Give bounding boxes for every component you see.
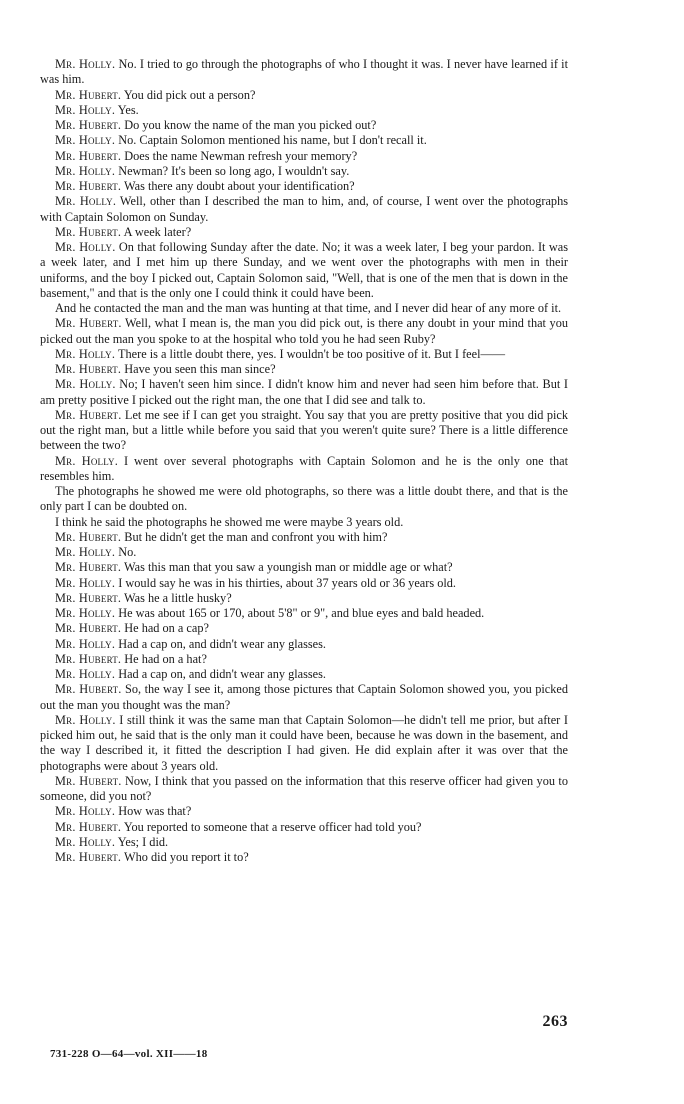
- transcript-paragraph: [40, 560, 568, 575]
- transcript-paragraph: [40, 682, 568, 713]
- page-number: 263: [542, 1013, 568, 1030]
- transcript-paragraph: [40, 362, 568, 377]
- speaker-name: Mr. Hubert.: [55, 850, 122, 864]
- transcript-paragraph: [40, 530, 568, 545]
- testimony-text: And he contacted the man and the man was hunting at that time, and I never did hear of any more of it.: [55, 301, 562, 315]
- testimony-text: Yes.: [115, 102, 139, 117]
- speaker-name: Mr. Hubert.: [55, 621, 122, 636]
- testimony-text: Had a cap on, and didn't wear any glasses.: [115, 636, 326, 651]
- speaker-name: Mr. Holly.: [55, 133, 116, 148]
- speaker-name: Mr. Hubert.: [55, 407, 122, 422]
- transcript-paragraph: [40, 164, 568, 179]
- testimony-text: He had on a cap?: [121, 621, 209, 636]
- testimony-text: No.: [115, 545, 137, 559]
- testimony-text: Who did you report it to?: [121, 850, 249, 864]
- transcript-paragraph: [40, 57, 568, 88]
- speaker-name: Mr. Hubert.: [55, 529, 122, 544]
- testimony-text: Do you know the name of the man you picked out?: [121, 118, 377, 132]
- testimony-text: Was this man that you saw a youngish man or middle age or what?: [121, 560, 453, 575]
- transcript-paragraph: [40, 179, 568, 194]
- transcript-paragraph: [40, 591, 568, 606]
- testimony-text: Now, I think that you passed on the information that this reserve officer had given you to someone, did you not?: [40, 773, 569, 803]
- transcript-paragraph: [40, 850, 568, 865]
- testimony-transcript: [40, 57, 568, 865]
- testimony-text: I think he said the photographs he showed me were maybe 3 years old.: [55, 514, 404, 529]
- speaker-name: Mr. Hubert.: [55, 362, 122, 376]
- speaker-name: Mr. Holly.: [55, 575, 116, 590]
- transcript-paragraph: [40, 194, 568, 225]
- speaker-name: Mr. Hubert.: [55, 819, 122, 834]
- transcript-paragraph: [40, 225, 568, 240]
- speaker-name: Mr. Hubert.: [55, 560, 122, 575]
- transcript-paragraph: [40, 133, 568, 148]
- speaker-name: Mr. Hubert.: [55, 682, 122, 697]
- transcript-paragraph: [40, 545, 568, 560]
- transcript-paragraph: [40, 103, 568, 118]
- speaker-name: Mr. Holly.: [55, 240, 116, 254]
- testimony-text: He had on a hat?: [121, 651, 207, 666]
- testimony-text: There is a little doubt there, yes. I wouldn't be too positive of it. But I feel——: [115, 346, 506, 361]
- speaker-name: Mr. Hubert.: [55, 651, 122, 666]
- speaker-name: Mr. Holly.: [55, 102, 116, 117]
- testimony-text: I went over several photographs with Captain Solomon and he is the only one that resembles him.: [40, 453, 568, 483]
- transcript-paragraph: [40, 774, 568, 805]
- testimony-text: But he didn't get the man and confront you with him?: [121, 529, 388, 544]
- speaker-name: Mr. Holly.: [55, 712, 116, 727]
- transcript-paragraph: [40, 408, 568, 454]
- transcript-paragraph: [40, 454, 568, 485]
- transcript-paragraph: [40, 820, 568, 835]
- transcript-paragraph: [40, 149, 568, 164]
- transcript-paragraph: [40, 652, 568, 667]
- testimony-text: No; I haven't seen him since. I didn't know him and never had seen him before that. But I am pretty positive I picked out the right man, the one that I did see and talk to.: [40, 377, 568, 407]
- testimony-text: On that following Sunday after the date. No; it was a week later, I beg your pardon. It was a week later, and I met him up there Sunday, and we went over the photographs with men in their uniforms, and the boy I picked out, Captain Solomon said, "Well, that is one of the men that is down in the basement," and that is the only one I could think it could have been.: [40, 240, 568, 300]
- transcript-paragraph: [40, 377, 568, 408]
- testimony-text: I would say he was in his thirties, about 37 years old or 36 years old.: [115, 575, 456, 590]
- speaker-name: Mr. Hubert.: [55, 773, 122, 788]
- transcript-paragraph: [40, 621, 568, 636]
- testimony-text: No. Captain Solomon mentioned his name, but I don't recall it.: [115, 133, 427, 148]
- transcript-paragraph: [40, 835, 568, 850]
- speaker-name: Mr. Holly.: [55, 346, 116, 361]
- transcript-paragraph: [40, 118, 568, 133]
- speaker-name: Mr. Holly.: [55, 163, 116, 178]
- speaker-name: Mr. Holly.: [55, 377, 116, 392]
- transcript-paragraph: [40, 347, 568, 362]
- testimony-text: So, the way I see it, among those pictures that Captain Solomon showed you, you picked out the man you thought was the man?: [40, 682, 568, 712]
- transcript-paragraph: [40, 804, 568, 819]
- testimony-text: Had a cap on, and didn't wear any glasses.: [115, 667, 326, 681]
- testimony-text: He was about 165 or 170, about 5'8" or 9", and blue eyes and bald headed.: [115, 606, 485, 620]
- transcript-paragraph: [40, 515, 568, 530]
- transcript-paragraph: [40, 88, 568, 103]
- testimony-text: Does the name Newman refresh your memory?: [121, 148, 358, 163]
- speaker-name: Mr. Holly.: [55, 636, 116, 651]
- transcript-paragraph: [40, 667, 568, 682]
- testimony-text: I still think it was the same man that Captain Solomon—he didn't tell me prior, but after I picked him out, he said that is the only man it could have been, because he was down in the basement, and the way I described it, it fitted the description I had given. He did explain after it was over that the photographs were about 3 years old.: [40, 712, 568, 773]
- transcript-paragraph: [40, 637, 568, 652]
- testimony-text: Well, other than I described the man to him, and, of course, I went over the photographs with Captain Solomon on Sunday.: [40, 194, 569, 224]
- testimony-text: You did pick out a person?: [121, 87, 256, 102]
- testimony-text: Was there any doubt about your identification?: [121, 179, 355, 193]
- speaker-name: Mr. Hubert.: [55, 179, 122, 193]
- testimony-text: Have you seen this man since?: [121, 362, 276, 376]
- speaker-name: Mr. Holly.: [55, 194, 117, 209]
- testimony-text: Yes; I did.: [115, 834, 169, 849]
- printer-code: 731-228 O—64—vol. XII——18: [50, 1048, 208, 1060]
- speaker-name: Mr. Holly.: [55, 667, 116, 681]
- testimony-text: Let me see if I can get you straight. You say that you are pretty positive that you did pick out the right man, but a little while before you said that you weren't quite sure? There is a little difference between the two?: [40, 407, 568, 453]
- speaker-name: Mr. Holly.: [55, 804, 116, 819]
- testimony-text: How was that?: [115, 804, 192, 819]
- testimony-text: Well, what I mean is, the man you did pick out, is there any doubt in your mind that you picked out the man you spoke to at the hospital who told you he had seen Ruby?: [40, 316, 568, 346]
- speaker-name: Mr. Hubert.: [55, 87, 122, 102]
- transcript-paragraph: [40, 316, 568, 347]
- transcript-paragraph: [40, 576, 568, 591]
- speaker-name: Mr. Holly.: [55, 453, 119, 468]
- testimony-text: Newman? It's been so long ago, I wouldn't say.: [115, 163, 350, 178]
- speaker-name: Mr. Holly.: [55, 834, 116, 849]
- speaker-name: Mr. Hubert.: [55, 118, 122, 132]
- speaker-name: Mr. Hubert.: [55, 224, 122, 239]
- speaker-name: Mr. Holly.: [55, 606, 116, 620]
- testimony-text: A week later?: [121, 224, 192, 239]
- transcript-paragraph: [40, 484, 568, 515]
- testimony-text: No. I tried to go through the photographs of who I thought it was. I never have learned if it was him.: [40, 57, 568, 87]
- speaker-name: Mr. Hubert.: [55, 148, 122, 163]
- testimony-text: You reported to someone that a reserve officer had told you?: [121, 819, 422, 834]
- testimony-text: Was he a little husky?: [121, 590, 232, 605]
- transcript-paragraph: [40, 713, 568, 774]
- speaker-name: Mr. Hubert.: [55, 590, 122, 605]
- transcript-paragraph: [40, 301, 568, 316]
- speaker-name: Mr. Holly.: [55, 545, 116, 559]
- transcript-paragraph: [40, 240, 568, 301]
- speaker-name: Mr. Holly.: [55, 57, 116, 71]
- speaker-name: Mr. Hubert.: [55, 316, 122, 331]
- transcript-paragraph: [40, 606, 568, 621]
- testimony-text: The photographs he showed me were old photographs, so there was a little doubt there, and that is the only part I can be doubted on.: [40, 484, 568, 514]
